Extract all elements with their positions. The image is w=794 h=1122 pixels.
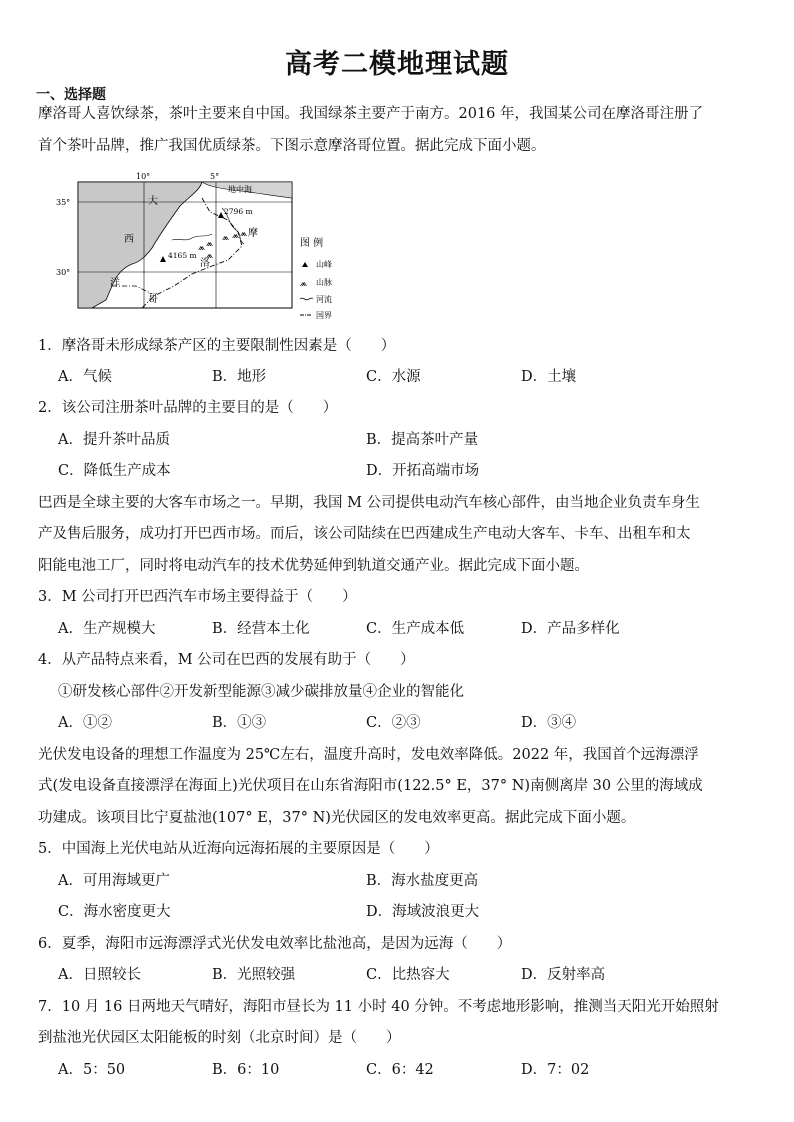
legend-range-label: 山脉 <box>316 278 332 287</box>
mountain-range-icon: ⩕ <box>300 279 308 289</box>
q3-stem: 3．M 公司打开巴西汽车市场主要得益于（ ） <box>38 589 357 605</box>
lat-label-35: 35° <box>56 198 71 207</box>
q4-option-b[interactable]: B．①③ <box>212 715 267 731</box>
section-heading: 一、选择题 <box>36 87 106 103</box>
peak-label-2796: 2796 m <box>224 207 253 216</box>
intro-2-line-3: 阳能电池工厂，同时将电动汽车的技术优势延伸到轨道交通产业。据此完成下面小题。 <box>38 558 589 574</box>
q7-stem-line-2: 到盐池光伏园区太阳能板的时刻（北京时间）是（ ） <box>38 1030 401 1046</box>
q2-stem: 2．该公司注册茶叶品牌的主要目的是（ ） <box>38 400 338 416</box>
q7-option-d[interactable]: D．7：02 <box>521 1062 590 1078</box>
q6-option-d[interactable]: D．反射率高 <box>521 967 606 983</box>
svg-text:⩕: ⩕ <box>206 239 214 249</box>
q4-option-c[interactable]: C．②③ <box>366 715 421 731</box>
intro-3-line-3: 功建成。该项目比宁夏盐池(107° E，37° N)光伏园区的发电效率更高。据此完成下面小题。 <box>38 810 636 826</box>
q6-option-a[interactable]: A．日照较长 <box>58 967 141 983</box>
q6-option-b[interactable]: B．光照较强 <box>212 967 296 983</box>
q2-option-b[interactable]: B．提高茶叶产量 <box>366 432 479 448</box>
svg-text:⩕: ⩕ <box>198 243 206 253</box>
q6-option-c[interactable]: C．比热容大 <box>366 967 450 983</box>
morocco-map <box>52 168 352 323</box>
lon-label-10: 10° <box>136 172 151 181</box>
q6-stem: 6．夏季，海阳市远海漂浮式光伏发电效率比盐池高，是因为远海（ ） <box>38 936 512 952</box>
q1-option-b[interactable]: B．地形 <box>212 369 267 385</box>
intro-1-line-1: 摩洛哥人喜饮绿茶，茶叶主要来自中国。我国绿茶主要产于南方。2016 年，我国某公司在摩洛哥注册了 <box>38 106 704 122</box>
intro-2-line-2: 产及售后服务，成功打开巴西市场。而后，该公司陆续在巴西建成生产电动大客车、卡车、出租车和太 <box>38 526 691 542</box>
river-icon <box>300 298 313 300</box>
q4-option-a[interactable]: A．①② <box>58 715 112 731</box>
svg-text:⩕: ⩕ <box>222 233 230 243</box>
q3-option-a[interactable]: A．生产规模大 <box>58 621 156 637</box>
legend-peak-label: 山峰 <box>316 260 332 269</box>
q3-option-d[interactable]: D．产品多样化 <box>521 621 620 637</box>
page-title: 高考二模地理试题 <box>285 49 509 80</box>
svg-text:⩕: ⩕ <box>232 231 240 241</box>
label-yang: 洋 <box>110 278 120 289</box>
q1-option-a[interactable]: A．气候 <box>58 369 112 385</box>
q7-option-a[interactable]: A．5：50 <box>58 1062 126 1078</box>
label-mo: 摩 <box>248 228 258 239</box>
q5-option-a[interactable]: A．可用海域更广 <box>58 873 170 889</box>
q5-option-d[interactable]: D．海域波浪更大 <box>366 904 480 920</box>
q1-option-d[interactable]: D．土壤 <box>521 369 577 385</box>
legend-title: 图 例 <box>300 238 324 249</box>
q7-stem-line-1: 7．10 月 16 日两地天气晴好，海阳市昼长为 11 小时 40 分钟。不考虑地形影响，推测当天阳光开始照射 <box>38 999 719 1015</box>
q5-stem: 5．中国海上光伏电站从近海向远海拓展的主要原因是（ ） <box>38 841 439 857</box>
q4-stem: 4．从产品特点来看，M 公司在巴西的发展有助于（ ） <box>38 652 415 668</box>
label-xi: 西 <box>124 234 134 245</box>
peak-icon <box>302 262 308 267</box>
q5-option-b[interactable]: B．海水盐度更高 <box>366 873 479 889</box>
intro-2-line-1: 巴西是全球主要的大客车市场之一。早期，我国 M 公司提供电动汽车核心部件，由当地企业负责车身生 <box>38 495 701 511</box>
label-luo: 洛 <box>200 258 210 269</box>
intro-3-line-2: 式(发电设备直接漂浮在海面上)光伏项目在山东省海阳市(122.5° E，37° N)南侧离岸 30 公里的海域成 <box>38 778 703 794</box>
q7-option-b[interactable]: B．6：10 <box>212 1062 280 1078</box>
q2-option-d[interactable]: D．开拓高端市场 <box>366 463 480 479</box>
q2-option-c[interactable]: C．降低生产成本 <box>58 463 171 479</box>
q1-stem: 1．摩洛哥未形成绿茶产区的主要限制性因素是（ ） <box>38 338 396 354</box>
svg-text:⩕: ⩕ <box>206 251 214 261</box>
q3-option-b[interactable]: B．经营本土化 <box>212 621 310 637</box>
intro-1-line-2: 首个茶叶品牌，推广我国优质绿茶。下图示意摩洛哥位置。据此完成下面小题。 <box>38 138 546 154</box>
intro-3-line-1: 光伏发电设备的理想工作温度为 25℃左右，温度升高时，发电效率降低。2022 年，我国首个远海漂浮 <box>38 747 699 763</box>
label-mediterranean: 地中海 <box>228 185 252 194</box>
q7-option-c[interactable]: C．6：42 <box>366 1062 434 1078</box>
q4-option-d[interactable]: D．③④ <box>521 715 577 731</box>
q3-option-c[interactable]: C．生产成本低 <box>366 621 465 637</box>
q4-sub-items: ①研发核心部件②开发新型能源③减少碳排放量④企业的智能化 <box>58 684 464 700</box>
legend-border-label: 国界 <box>316 311 332 320</box>
lon-label-5: 5° <box>210 172 220 181</box>
q1-option-c[interactable]: C．水源 <box>366 369 421 385</box>
label-da: 大 <box>148 196 158 207</box>
label-ge: 哥 <box>148 294 158 305</box>
legend-river-label: 河流 <box>316 295 332 304</box>
lat-label-30: 30° <box>56 268 71 277</box>
q5-option-c[interactable]: C．海水密度更大 <box>58 904 171 920</box>
q2-option-a[interactable]: A．提升茶叶品质 <box>58 432 170 448</box>
peak-label-4165: 4165 m <box>168 251 197 260</box>
svg-text:⩕: ⩕ <box>240 229 248 239</box>
